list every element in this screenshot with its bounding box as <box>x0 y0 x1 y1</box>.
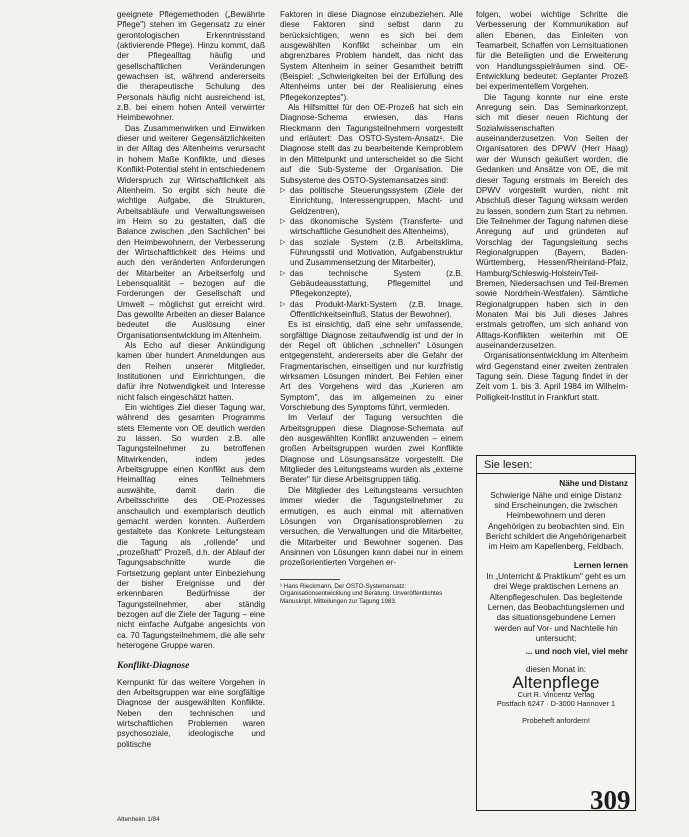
paragraph: Organisationsentwicklung im Altenheim wird Gegenstand einer zweiten zentralen Tagung sein. Diese Tagung findet in der Zeit vom 1. bis 3. April 1984 im Wilhelm-Polligkeit-Institut in Frankfurt statt. <box>476 351 628 402</box>
text-column-1 <box>117 10 265 832</box>
footnote: ¹ Hans Rieckmann, Der OSTO-Systemansatz: Organisationsentwicklung und Beratung. Unveröffentlichtes Manuskript, Mitteilungen zur Tagung 1983. <box>280 582 443 605</box>
magazine-logo: Altenpflege <box>512 673 600 693</box>
list-item: ▷ das ökonomische System (Transferte- und wirtschaftliche Gesundheit des Altenheims), <box>280 217 463 238</box>
paragraph: Als Echo auf dieser Ankündigung kamen über hundert Anmeldungen aus den Reihen unserer Mitglieder, Institutionen und Einrichtungen, die dafür ihre Notwendigkeit und Interesse nicht falsch eingeschätzt hatten. <box>117 341 265 402</box>
ad-item-text: Schwierige Nähe und einige Distanz sind Erscheinungen, die zwischen Heimbewohnern und deren Angehörigen zu beobachten sind. Ein Bericht schildert die Angehörigenarbeit im Heim am Kapellenberg, Feldbach. <box>485 490 627 552</box>
ad-promo-intro: diesen Monat in: <box>525 664 587 674</box>
ad-item-title: Lernen lernen <box>573 560 628 570</box>
paragraph: Faktoren in diese Diagnose einzubeziehen. Alle diese Faktoren sind selbst dann zu berücksichtigen, wenn es sich bei dem ausgewählten Konflikt scheinbar um ein abgrenzbares Problem handelt, das nicht das System Altenheim in seiner Gesamtheit betrifft (Beispiel: „Schwierigkeiten bei der Erfüllung des Altenheims unter bei der Realisierung eines Pflegekonzeptes"). <box>280 10 463 102</box>
paragraph: Im Verlauf der Tagung versuchten die Arbeitsgruppen diese Diagnose-Schemata auf den ausgewählten Konflikt anzuwenden – einem großen Arbeitsgruppen wurden zwei Konflikte Diagnose und Lösungsansätze vorgestellt. Die Mitglieder des Leitungsteams wurden als „externe Berater" für diese Arbeitsgruppen tätig. <box>280 413 463 485</box>
ad-item-title: Nähe und Distanz <box>559 479 628 489</box>
ad-item-text: In „Unterricht & Praktikum" geht es um drei Wege praktischen Lernens an Altenpflegeschulen. Das begleitende Lernen, das Beobachtungslernen und das situationsgebundene Lernen werden auf Vor- und Nachteile hin untersucht; <box>486 572 626 644</box>
list-item: ▷ das Produkt-Markt-System (z.B. Image, Öffentlichkeitseinfluß, Status der Bewohner). <box>280 300 463 321</box>
subsystem-list <box>280 186 463 320</box>
footnote-divider <box>280 579 340 580</box>
publisher-address: Postfach 6247 · D-3000 Hannover 1 <box>496 698 616 708</box>
list-item: ▷ das soziale System (z.B. Arbeitsklima, Führungsstil und Motivation, Aufgabenstruktur und Zusammensetzung der Mitarbeiter), <box>280 238 463 269</box>
paragraph: Kernpunkt für das weitere Vorgehen in den Arbeitsgruppen war eine sorgfältige Diagnose der ausgewählten Konflikte. Neben den technischen und wirtschaftlichen Problemen waren psychosoziale, ideologische und politische <box>117 677 265 749</box>
publisher-name: Curt R. Vincentz Verlag <box>517 689 595 699</box>
text-column-2 <box>280 10 463 832</box>
paragraph: Das Zusammenwirken und Einwirken dieser und weiterer Gegensätzlichkeiten in der Alltag des Altenheims verursacht in hohem Maße Konflikte, und dieses Konflikt-Potential steht in entschiedenem Widerspruch zur Wirtschaftlichkeit als Altenheim. So ergibt sich heute die wichtige Aufgabe, die Strukturen, Arbeitsabläufe und Verwaltungsweisen im Heim so zu gestalten, daß die Balance zwischen „den Sachlichen" bei den Heimbewohnern, der Verbesserung der Wirtschaftlichkeit des Heims und auch den veränderten Anforderungen der Mitarbeiter an Arbeitserfolg und Lebensqualität – bezogen auf die Forderungen der Gesellschaft und Umwelt – möglichst gut erreicht wird. Das gewollte Arbeiten an dieser Balance bedeutet die Auslösung einer Organisationsentwicklung im Altenheim. <box>117 123 265 340</box>
text-column-3 <box>476 10 628 440</box>
sample-issue-cta: Probeheft anfordern! <box>522 715 590 725</box>
list-item: ▷ das politische Steuerungssystem (Ziele der Einrichtung, Interessengruppen, Macht- und Geldzentren), <box>280 186 463 217</box>
paragraph: Als Hilfsmittel für den OE-Prozeß hat sich ein Diagnose-Schema erwiesen, das Hans Rieckmann den Tagungsteilnehmern vorgestellt und erläutert: Das OSTO-System-Ansatz¹. Die Diagnose stellt das zu bearbeitende Kernproblem in den Mittelpunkt und unterscheidet so die Sicht auf die Sub-Systeme der Organisation. Die Subsysteme des OSTO-Systemansatzes sind: <box>280 103 463 185</box>
ad-heading: Sie lesen: <box>484 459 533 471</box>
paragraph: Die Tagung konnte nur eine erste Anregung sein. Das Seminarkonzept, sich mit dieser neuen Richtung der Sozialwissenschaften auseinanderzusetzen. Von Seiten der Organisatoren des DPWV (Herr Haag) war der Wunsch geäußert worden, die Gedanken und Ansätze von OE, die mit dieser Tagung erstmals im Bereich des DPWV vorgestellt wurden, nicht mit Abschluß dieser Tagung wirksam werden zu lassen, sondern zum Start zu nehmen. Die Teilnehmer der Tagung nahmen diese Anregung auf und gründeten auf Vorschlag der Tagungsleitung sechs Regionalgruppen (Bayern, Baden-Württemberg, Hessen/Rheinland-Pfalz, Hamburg/Schleswig-Holstein/Teil-Bremen, Niedersachsen und Teil-Bremen sowie Nordrhein-Westfalen). Sämtliche Regionalgruppen haben sich in den Monaten Mai bis Juli dieses Jahres erstmals getroffen, um sich anhand von Alltags-Konflikten weiterhin mit OE auseinanderzusetzen. <box>476 92 628 350</box>
magazine-ad-box <box>476 455 636 811</box>
paragraph: Die Mitglieder des Leitungsteams versuchten immer wieder die Tagungsteilnehmer zu ermutigen, es auch einmal mit alternativen Lösungen von Organisationsproblemen zu versuchen, die Verwaltungen und die Mitarbeiter, die Mitarbeiter und Bewohner sogenen. Das Ansinnen von Lösungen kann dabei nur in einem prozeßorientierten Vorgehen er- <box>280 485 463 568</box>
section-subheading: Konflikt-Diagnose <box>117 661 190 672</box>
paragraph: geeignete Pflegemethoden („Bewährte Pflege") stehen im Gegensatz zu einer gerontologischen Erkenntnisstand (aktivierende Pflege). Hinzu kommt, daß der Pflegealltag häufig und gesellschaftlichen Veränderungen gewachsen ist, während andererseits die therapeutische Schulung des Personals häufig nicht ausreichend ist, z.B. bei einem hohen Anteil verwirrter Heimbewohner. <box>117 10 265 123</box>
ad-divider <box>477 473 635 474</box>
ad-more-text: ... und noch viel, viel mehr <box>525 646 628 656</box>
paragraph: Es ist einsichtig, daß eine sehr umfassende, sorgfältige Diagnose zeitaufwendig ist und der in der Regel oft üblichen „schnellen" Lösungen entgegensteht, andererseits aber die Gefahr der Fragmentarischen, einseitigen und nur kurzfristig wirksamen Lösungen mindert. Bei Fehlen einer Art des Vorgehens wird das „Kurieren am Symptom", das im allgemeinen zu einer Vorschiebung des Symptoms führt, vermieden. <box>280 320 463 413</box>
list-item: ▷ das technische System (z.B. Gebäudeausstattung, Pflegemittel und Pflegekonzepte), <box>280 269 463 300</box>
issue-reference: Altenheim 1/84 <box>117 816 160 823</box>
paragraph: Ein wichtiges Ziel dieser Tagung war, während des gesamten Programms stets Elemente von OE deutlich werden zu lassen. So wurden z.B. alle Tagungsteilnehmer zu betroffenen Mitwirkenden, indem jedes Arbeitsgruppe einen Konflikt aus dem Heimalltag eines Teilnehmers auswählte, damit darin die Arbeitsschritte des OE-Prozesses anschaulich und exemplarisch deutlich gemacht werden konnten. Außerdem gestaltete das Konkrete Leitungsteam die Tagung als „rollende" und „prozeßhaft" Prozeß, d.h. der Ablauf der Tagungsabschnitte wurde die Fortsetzung geplant unter Einbeziehung der bisher Ereignisse und der erkennbaren Bedürfnisse der Tagungsteilnehmer, aber ständig bezogen auf die Ziele der Tagung – eine nicht einfache Aufgabe angesichts von ca. 70 Tagungsteilnehmern, die alle sehr heterogene Gruppe waren. <box>117 403 265 650</box>
paragraph: folgen, wobei wichtige Schritte die Verbesserung der Kommunikation auf allen Ebenen, das Einleiten von Teamarbeit, Schaffen von Lernsituationen für die Beteiligten und die Erweiterung von Handlungsspielräumen sind. OE-Entwicklung bedeutet: Geplanter Prozeß bei experimentellem Vorgehen. <box>476 10 628 92</box>
page-number: 309 <box>590 785 631 815</box>
